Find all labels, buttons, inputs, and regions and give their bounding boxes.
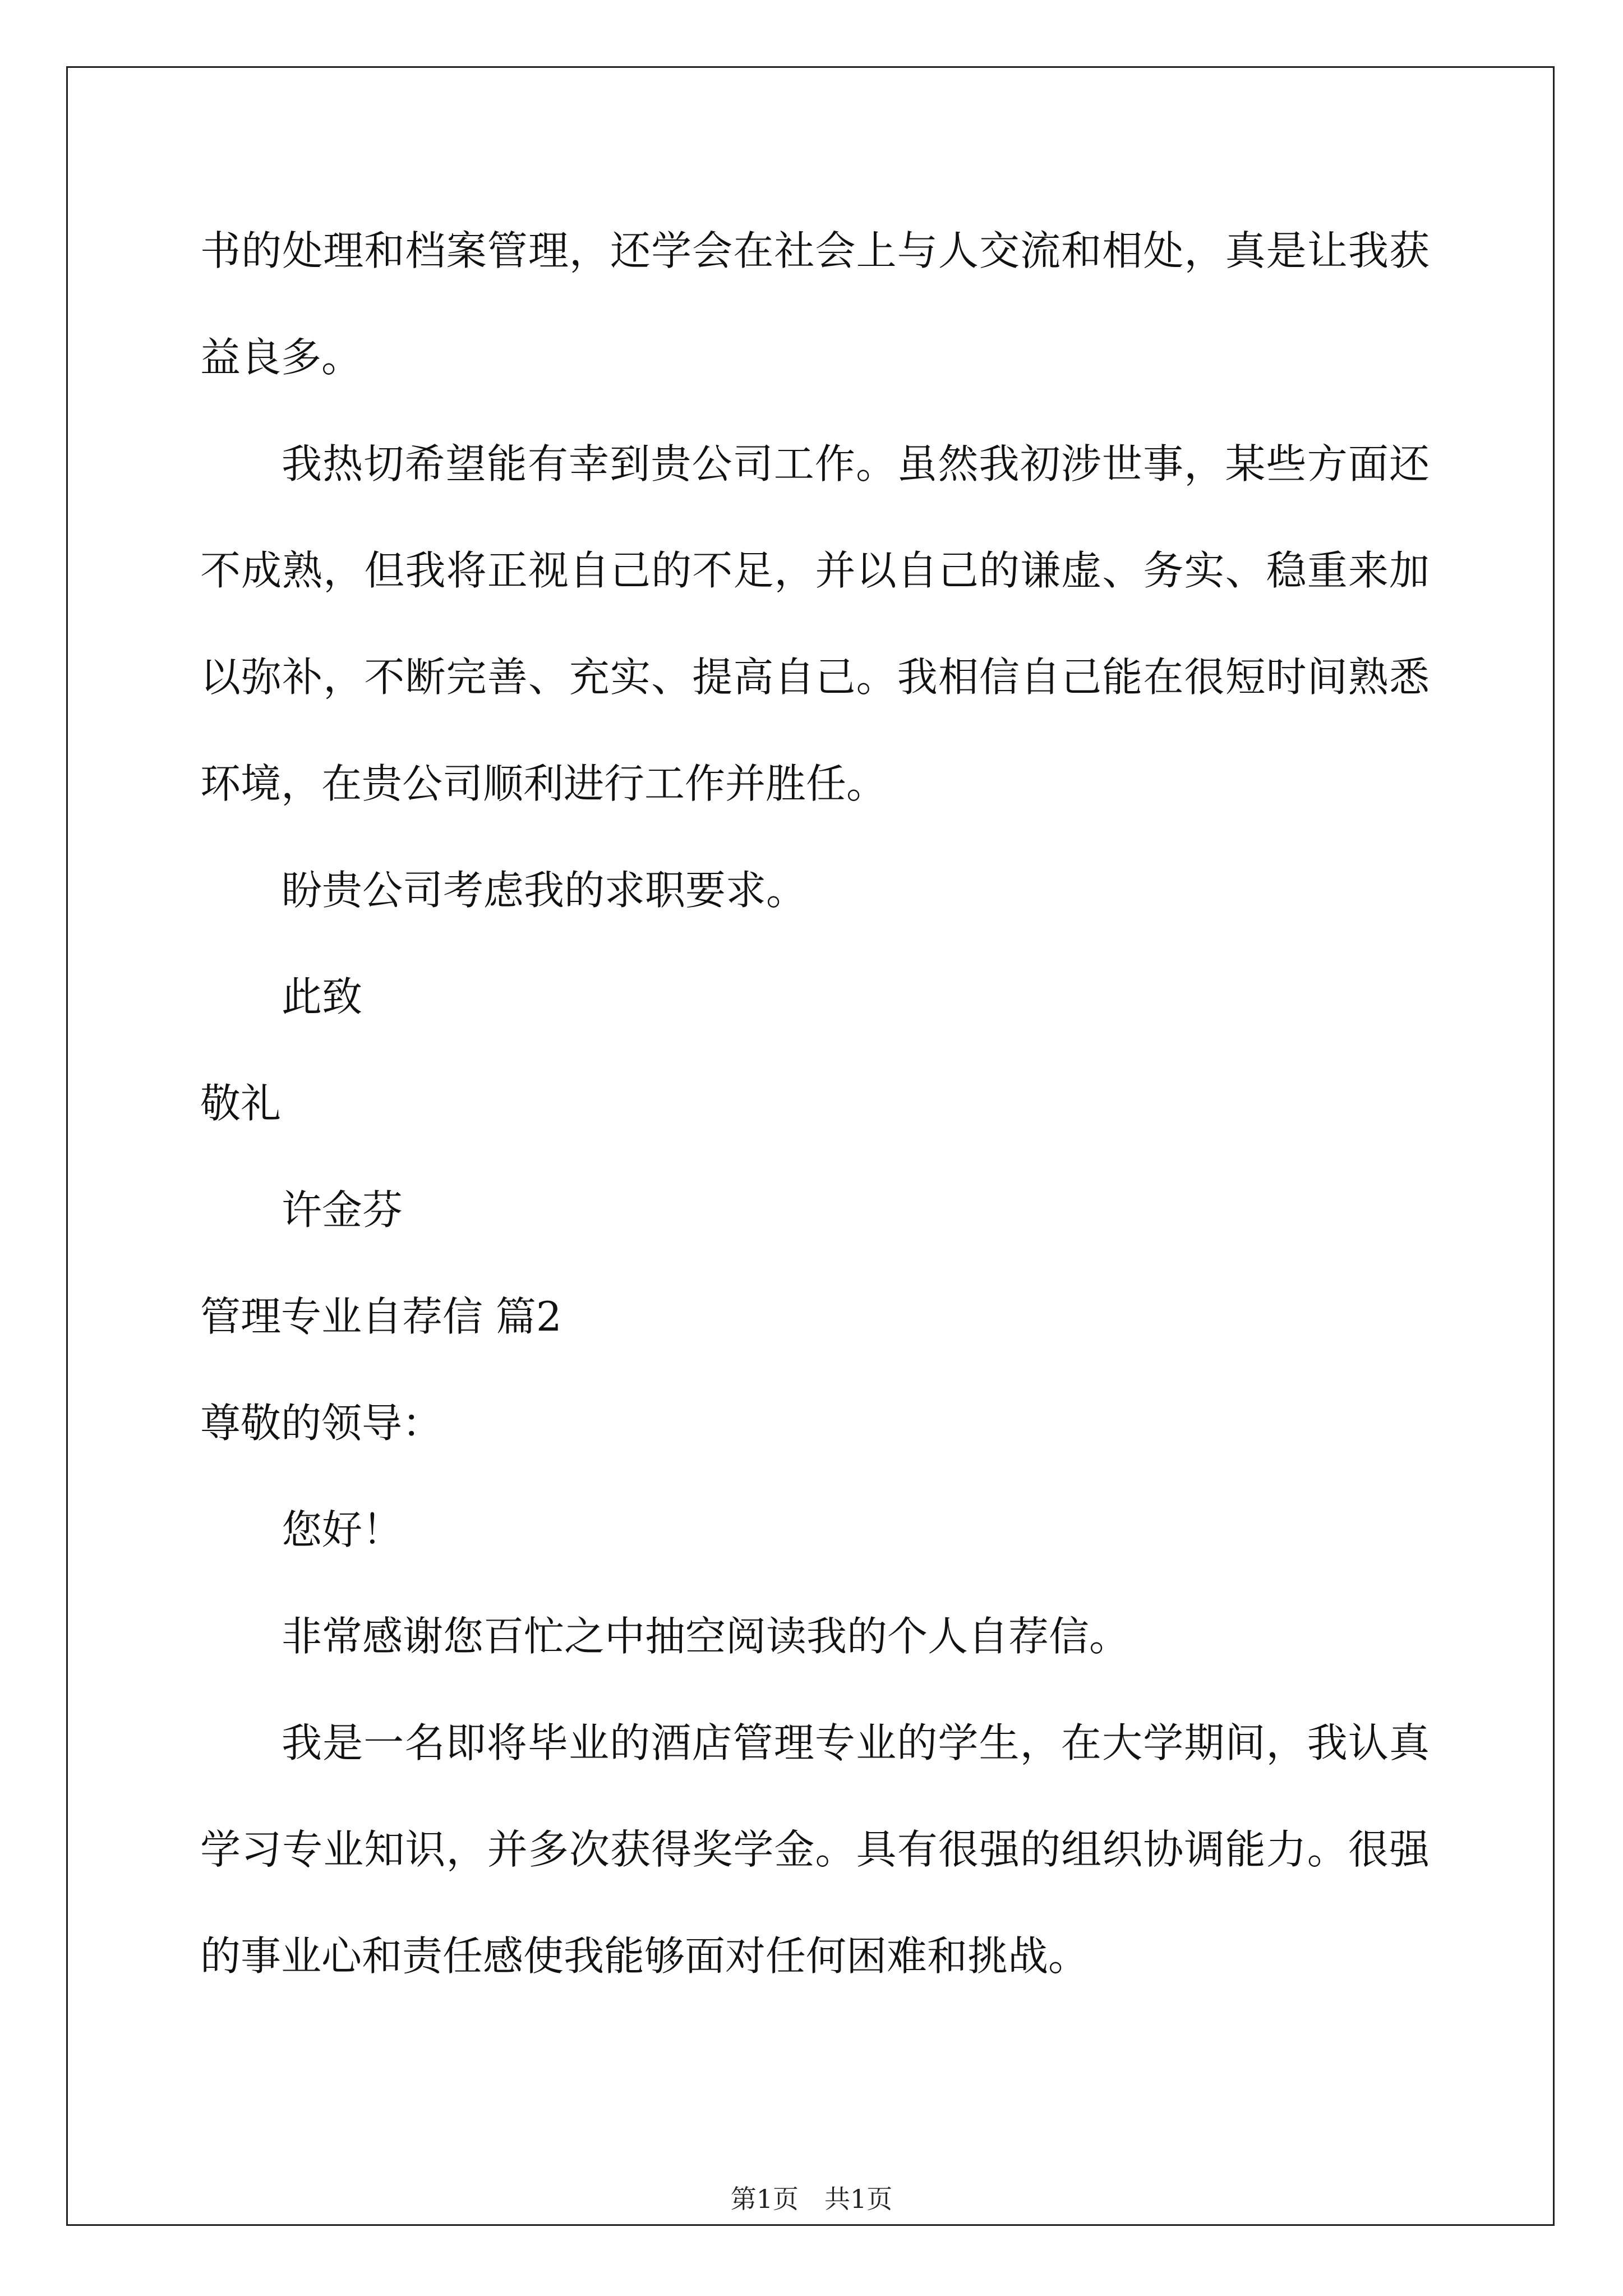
text-line: 非常感谢您百忙之中抽空阅读我的个人自荐信。 <box>282 1613 1130 1660</box>
closing-regards: 敬礼 <box>200 1080 282 1127</box>
page-footer: 第1页 共1页 <box>730 2184 893 2214</box>
text-line: 我是一名即将毕业的酒店管理专业的学生，在大学期间，我认真 <box>282 1719 1430 1766</box>
page-border <box>66 66 1555 2226</box>
text-line: 您好！ <box>282 1506 403 1553</box>
closing-salutation: 此致 <box>282 973 363 1020</box>
text-line: 我热切希望能有幸到贵公司工作。虽然我初涉世事，某些方面还 <box>282 440 1430 487</box>
section-heading: 管理专业自荐信 篇2 <box>200 1293 562 1340</box>
text-line: 的事业心和责任感使我能够面对任何困难和挑战。 <box>200 1932 1089 1980</box>
text-line: 不成熟，但我将正视自己的不足，并以自己的谦虚、务实、稳重来加 <box>200 547 1430 594</box>
text-line: 益良多。 <box>200 334 362 381</box>
text-line: 以弥补，不断完善、充实、提高自己。我相信自己能在很短时间熟悉 <box>200 654 1430 701</box>
text-line: 盼贵公司考虑我的求职要求。 <box>282 867 807 914</box>
text-line: 书的处理和档案管理，还学会在社会上与人交流和相处，真是让我获 <box>200 227 1430 274</box>
greeting: 尊敬的领导： <box>200 1400 443 1447</box>
text-line: 环境，在贵公司顺利进行工作并胜任。 <box>200 760 887 807</box>
signature-name: 许金芬 <box>282 1186 403 1234</box>
text-line: 学习专业知识，并多次获得奖学金。具有很强的组织协调能力。很强 <box>200 1826 1430 1873</box>
